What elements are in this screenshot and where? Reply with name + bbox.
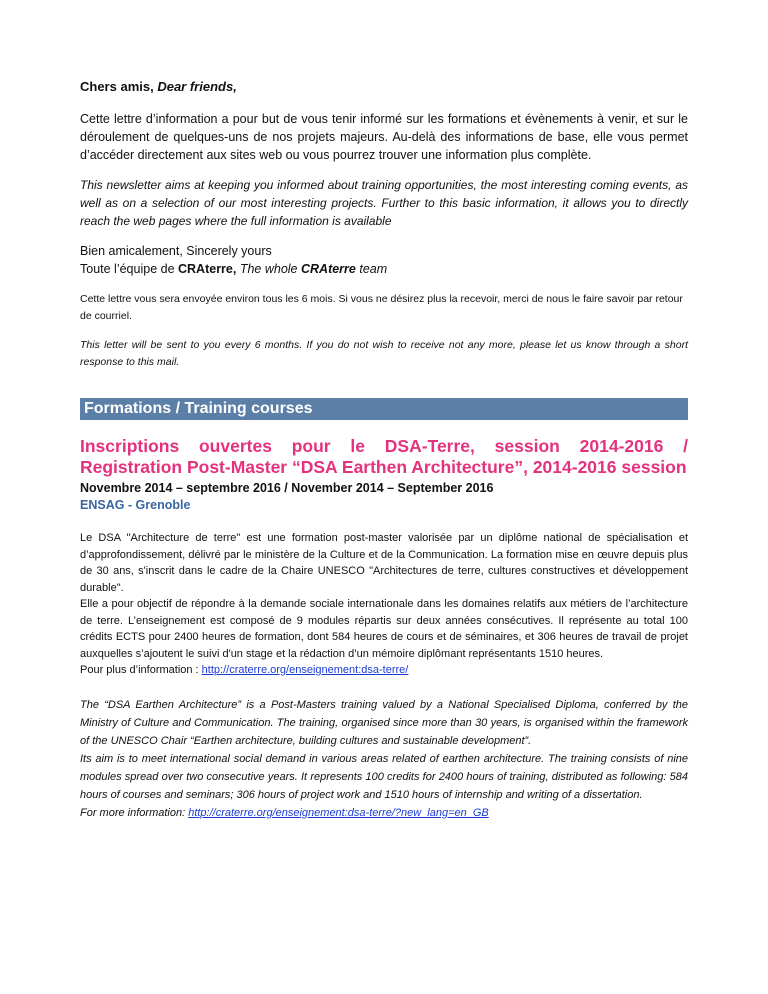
signoff-en-suffix: team (355, 262, 388, 276)
signoff-line1: Bien amicalement, Sincerely yours (80, 244, 272, 258)
greeting (80, 78, 688, 96)
greeting-en: Dear friends, (157, 79, 237, 94)
frequency-english: This letter will be sent to you every 6 months. If you do not wish to receive not any more, please let us know through a short response to this mail. (80, 339, 688, 368)
signoff-en-prefix: The whole (236, 262, 301, 276)
article-place: ENSAG - Grenoble (80, 498, 191, 512)
article-body-french (80, 530, 688, 679)
article-title: Inscriptions ouvertes pour le DSA-Terre, session 2014-2016 / Registration Post-Master “DSA Earthen Architecture”, 2014-2016 session (80, 436, 688, 477)
intro-french: Cette lettre d’information a pour but de vous tenir informé sur les formations et évènements à venir, et sur le déroulement de quelques-uns de nos projets majeurs. Au-delà des informations de base, elle vous permet d’accéder directement aux sites web ou vous pourrez trouver une information plus complète. (80, 112, 688, 162)
article-dsa-terre (80, 436, 688, 822)
article-en-paragraph-2: Its aim is to meet international social demand in various areas related of earthen architecture. The training consists of nine modules spread over two consecutive years. It represents 100 credits for 2400 hours of training, distributed as following: 584 hours of courses and seminars; 306 hours of project work and 1510 hours of internship and writing of a dissertation. (80, 752, 688, 801)
signoff-prefix: Toute l’équipe de (80, 262, 178, 276)
article-en-link[interactable]: http://craterre.org/enseignement:dsa-terre/?new_lang=en_GB (188, 806, 489, 819)
article-fr-paragraph-2: Elle a pour objectif de répondre à la demande sociale internationale dans les domaines relatifs aux métiers de l’architecture de terre. L’enseignement est composé de 9 modules répartis sur deux années consécutives. Il représente au total 100 crédits ECTS pour 2400 heures de formation, dont 584 heures de cours et de séminaires, et 306 heures de travail de projet auxquelles s’ajoutent le suivi d'un stage et la rédaction d’un mémoire diplômant représentants 1510 heures. (80, 598, 688, 660)
article-fr-link[interactable]: http://craterre.org/enseignement:dsa-terre/ (201, 664, 409, 676)
article-en-more-label: For more information: (80, 806, 189, 819)
signoff (80, 242, 688, 278)
article-en-paragraph-1: The “DSA Earthen Architecture” is a Post-Masters training valued by a National Specialised Diploma, conferred by the Ministry of Culture and Communication. The training, organised since more than 30 years, is organised within the framework of the UNESCO Chair “Earthen architecture, building cultures and sustainable development”. (80, 698, 688, 747)
article-body-english (80, 696, 688, 822)
article-en-more (80, 804, 688, 822)
article-fr-more (80, 662, 688, 679)
newsletter-page (80, 68, 688, 822)
article-fr-more-label: Pour plus d’information : (80, 664, 202, 676)
article-dates: Novembre 2014 – septembre 2016 / November 2014 – September 2016 (80, 481, 494, 495)
signoff-org: CRAterre, (178, 262, 237, 276)
signoff-en-org: CRAterre (300, 262, 356, 276)
greeting-fr: Chers amis, (80, 79, 158, 94)
frequency-french: Cette lettre vous sera envoyée environ tous les 6 mois. Si vous ne désirez plus la recevoir, merci de nous le faire savoir par retour de courriel. (80, 293, 683, 322)
section-heading-training: Formations / Training courses (80, 398, 688, 420)
intro-english: This newsletter aims at keeping you informed about training opportunities, the most interesting coming events, as well as on a selection of our most interesting projects. Further to this basic information, it allows you to directly reach the web pages where the full information is available (80, 178, 688, 228)
signoff-line2 (80, 260, 688, 278)
article-fr-paragraph-1: Le DSA "Architecture de terre" est une formation post-master valorisée par un diplôme national de spécialisation et d’approfondissement, délivré par le ministère de la Culture et de la Communication. La formation mise en œuvre depuis plus de 30 ans, s'inscrit dans le cadre de la Chaire UNESCO "Architectures de terre, cultures constructives et développement durable". (80, 532, 688, 594)
